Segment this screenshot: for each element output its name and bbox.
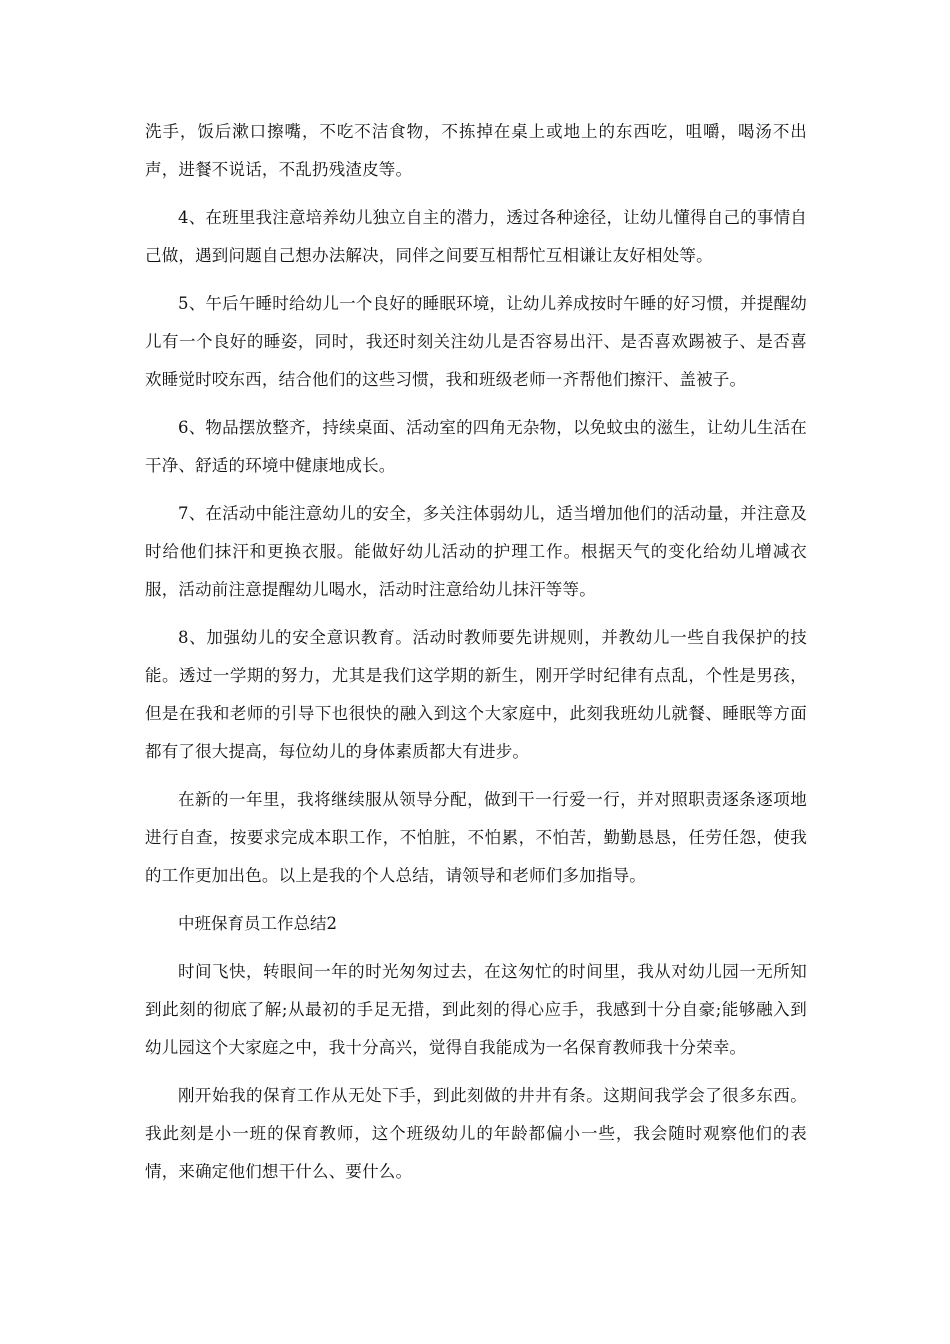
paragraph-item-8: 8、加强幼儿的安全意识教育。活动时教师要先讲规则，并教幼儿一些自我保护的技能。透过一学期的努力，尤其是我们这学期的新生，刚开学时纪律有点乱，个性是男孩，但是在我和老师的引导下也很快的融入到这个大家庭中，此刻我班幼儿就餐、睡眠等方面都有了很大提高，每位幼儿的身体素质都大有进步。 xyxy=(145,628,807,761)
paragraph-item-4: 4、在班里我注意培养幼儿独立自主的潜力，透过各种途径，让幼儿懂得自己的事情自己做，遇到问题自己想办法解决，同伴之间要互相帮忙互相谦让友好相处等。 xyxy=(145,208,807,265)
paragraph-item-7: 7、在活动中能注意幼儿的安全，多关注体弱幼儿，适当增加他们的活动量，并注意及时给他们抹汗和更换衣服。能做好幼儿活动的护理工作。根据天气的变化给幼儿增减衣服，活动前注意提醒幼儿喝水，活动时注意给幼儿抹汗等等。 xyxy=(145,504,807,599)
paragraph-time-flies: 时间飞快，转眼间一年的时光匆匆过去，在这匆忙的时间里，我从对幼儿园一无所知到此刻的彻底了解;从最初的手足无措，到此刻的得心应手，我感到十分自豪;能够融入到幼儿园这个大家庭之中，我十分高兴，觉得自我能成为一名保育教师我十分荣幸。 xyxy=(145,962,807,1057)
section-title: 中班保育员工作总结2 xyxy=(178,914,337,933)
paragraph-item-5: 5、午后午睡时给幼儿一个良好的睡眠环境，让幼儿养成按时午睡的好习惯，并提醒幼儿有一个良好的睡姿，同时，我还时刻关注幼儿是否容易出汗、是否喜欢踢被子、是否喜欢睡觉时咬东西，结合他们的这些习惯，我和班级老师一齐帮他们擦汗、盖被子。 xyxy=(145,294,807,389)
paragraph-new-year: 在新的一年里，我将继续服从领导分配，做到干一行爱一行，并对照职责逐条逐项地进行自查，按要求完成本职工作，不怕脏，不怕累，不怕苦，勤勤恳恳，任劳任怨，使我的工作更加出色。以上是我的个人总结，请领导和老师们多加指导。 xyxy=(145,790,807,885)
paragraph-hygiene-habits: 洗手，饭后漱口擦嘴，不吃不洁食物，不拣掉在桌上或地上的东西吃，咀嚼，喝汤不出声，进餐不说话，不乱扔残渣皮等。 xyxy=(145,122,807,179)
document-page xyxy=(145,113,807,1201)
paragraph-item-6: 6、物品摆放整齐，持续桌面、活动室的四角无杂物，以免蚊虫的滋生，让幼儿生活在干净、舒适的环境中健康地成长。 xyxy=(145,418,807,475)
paragraph-beginning: 刚开始我的保育工作从无处下手，到此刻做的井井有条。这期间我学会了很多东西。我此刻是小一班的保育教师，这个班级幼儿的年龄都偏小一些，我会随时观察他们的表情，来确定他们想干什么、要什么。 xyxy=(145,1086,807,1181)
